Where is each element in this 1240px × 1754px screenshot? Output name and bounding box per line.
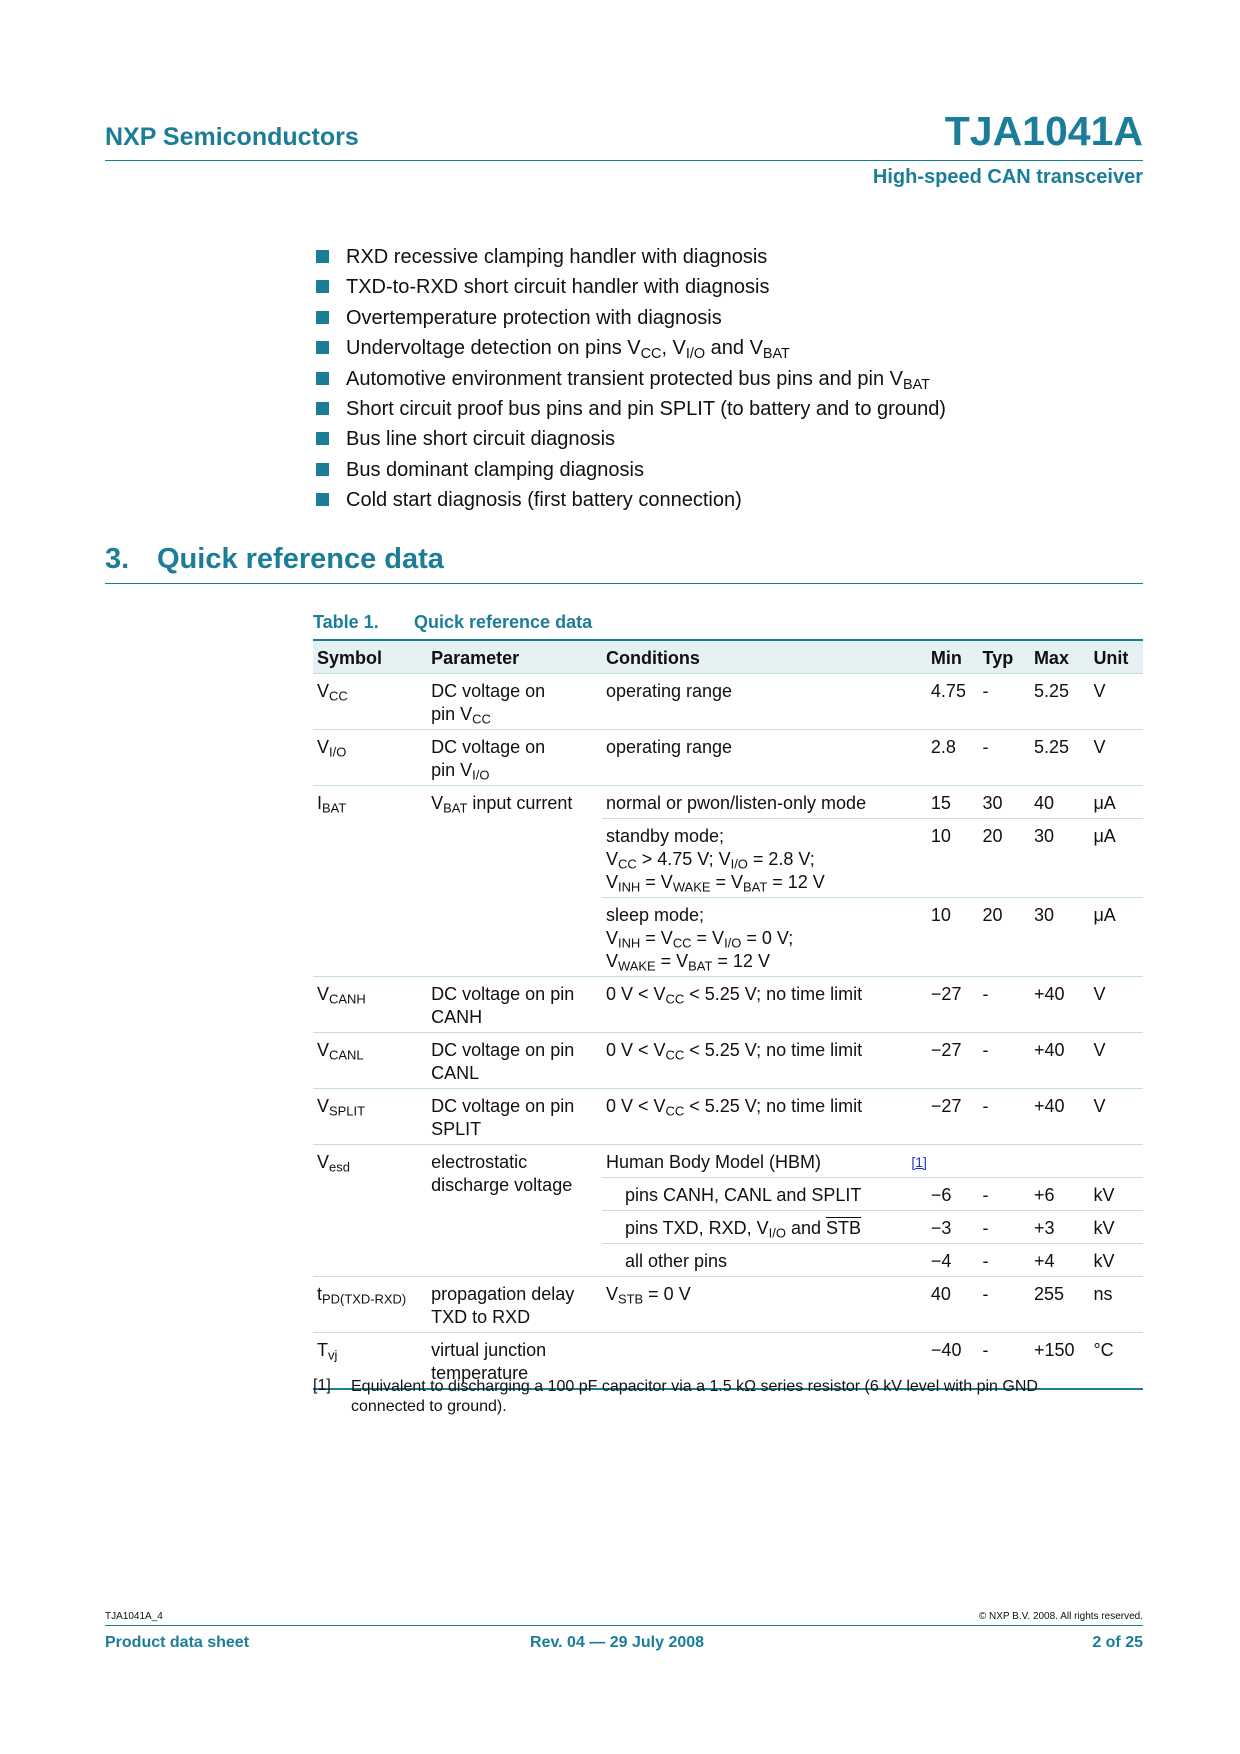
cell-parameter: DC voltage on pin $V_{CC}$ [427, 674, 602, 730]
cell-symbol: $V_{I/O}$ [313, 730, 427, 786]
bullet-square-icon [316, 250, 329, 263]
table-row [313, 977, 1143, 1033]
feature-text: Overtemperature protection with diagnosis [346, 306, 722, 329]
cell-symbol: $T_{vj}$ [313, 1333, 427, 1390]
feature-item [313, 394, 946, 424]
cell-max: 5.25 [1030, 730, 1090, 786]
cell-unit: kV [1089, 1178, 1143, 1211]
cell-conditions: operating range [602, 730, 927, 786]
cell-typ: - [979, 1178, 1030, 1211]
cell-min: −27 [927, 977, 979, 1033]
cell-symbol: $V_{CC}$ [313, 674, 427, 730]
cell-conditions: operating range [602, 674, 927, 730]
cell-symbol: $I_{BAT}$ [313, 786, 427, 977]
cell-typ: - [979, 1211, 1030, 1244]
bullet-square-icon [316, 372, 329, 385]
revision: Rev. 04 — 29 July 2008 [530, 1634, 705, 1651]
cell-conditions: pins CANH, CANL and SPLIT [602, 1178, 927, 1211]
feature-text: Bus dominant clamping diagnosis [346, 458, 644, 481]
cell-min: 2.8 [927, 730, 979, 786]
product-title: TJA1041A [944, 108, 1143, 154]
cell-typ: 20 [979, 898, 1030, 977]
cell-typ: - [979, 977, 1030, 1033]
sheet-type: Product data sheet [105, 1634, 250, 1651]
footnote-text: Equivalent to discharging a 100 pF capacitor via a 1.5 kΩ series resistor (6 kV level with pin GND connected to ground). [351, 1378, 1038, 1415]
cell-min: −3 [927, 1211, 979, 1244]
cell-typ: - [979, 1277, 1030, 1333]
cell-conditions: pins TXD, RXD, $V_{I/O}$ and $\overline{STB}$ [602, 1211, 927, 1244]
header-symbol: Symbol [313, 640, 427, 674]
cell-unit: μA [1089, 898, 1143, 977]
table-label: Table 1. [313, 612, 379, 632]
cell-max: +150 [1030, 1333, 1090, 1390]
cell-conditions: Human Body Model (HBM) [1] [602, 1145, 927, 1178]
feature-text: RXD recessive clamping handler with diagnosis [346, 246, 768, 268]
feature-text: Cold start diagnosis (first battery connection) [346, 489, 742, 512]
feature-item [313, 424, 946, 454]
cell-unit: V [1089, 1033, 1143, 1089]
cell-symbol: $V_{esd}$ [313, 1145, 427, 1277]
table-row [313, 1277, 1143, 1333]
feature-text: Short circuit proof bus pins and pin SPLIT (to battery and to ground) [346, 397, 946, 420]
feature-list [313, 242, 946, 516]
header-max: Max [1030, 640, 1090, 674]
feature-text: Bus line short circuit diagnosis [346, 428, 616, 451]
feature-item [313, 485, 946, 515]
page-number: 2 of 25 [1092, 1634, 1143, 1651]
cell-symbol: $V_{SPLIT}$ [313, 1089, 427, 1145]
document-id: TJA1041A_4 [105, 1611, 163, 1622]
footnote-ref-link[interactable]: [1] [911, 1154, 927, 1170]
section-title: Quick reference data [157, 543, 444, 575]
cell-min: −4 [927, 1244, 979, 1277]
cell-min: 40 [927, 1277, 979, 1333]
cell-max: 255 [1030, 1277, 1090, 1333]
cell-max: 30 [1030, 898, 1090, 977]
cell-parameter: electrostatic discharge voltage [427, 1145, 602, 1277]
bullet-square-icon [316, 280, 329, 293]
cell-typ: - [979, 1089, 1030, 1145]
feature-text: Undervoltage detection on pins $V_{CC}$, $V_{I/O}$ and $V_{BAT}$ [346, 337, 790, 363]
cell-min: −40 [927, 1333, 979, 1390]
cell-symbol: $t_{PD(TXD-RXD)}$ [313, 1277, 427, 1333]
table-row [313, 674, 1143, 730]
cell-min [927, 1145, 979, 1178]
cell-symbol: $V_{CANH}$ [313, 977, 427, 1033]
header-divider [105, 160, 1143, 161]
cell-max: +3 [1030, 1211, 1090, 1244]
cell-min: −27 [927, 1089, 979, 1145]
bullet-square-icon [316, 463, 329, 476]
bullet-square-icon [316, 402, 329, 415]
cell-min: 10 [927, 898, 979, 977]
cell-conditions: 0 $V < V_{CC} < 5.25$ V; no time limit [602, 1089, 927, 1145]
cell-conditions: standby mode; $V_{CC} > 4.75$ V; $V_{I/O} = 2.8$ V; $V_{INH} = V_{WAKE} = V_{BAT} = 12$ V [602, 819, 927, 898]
table-row [313, 730, 1143, 786]
cell-conditions: all other pins [602, 1244, 927, 1277]
table-row [313, 1033, 1143, 1089]
cell-max: +40 [1030, 1089, 1090, 1145]
cell-typ: - [979, 1033, 1030, 1089]
cell-max: 5.25 [1030, 674, 1090, 730]
cell-parameter: DC voltage on pin CANH [427, 977, 602, 1033]
cell-unit: V [1089, 1089, 1143, 1145]
cell-max [1030, 1145, 1090, 1178]
cell-symbol: $V_{CANL}$ [313, 1033, 427, 1089]
copyright: © NXP B.V. 2008. All rights reserved. [978, 1611, 1143, 1622]
header-unit: Unit [1089, 640, 1143, 674]
cell-typ: - [979, 1333, 1030, 1390]
cell-typ: - [979, 674, 1030, 730]
bullet-square-icon [316, 432, 329, 445]
cell-unit: V [1089, 730, 1143, 786]
table-body [313, 674, 1143, 1390]
cell-min: 10 [927, 819, 979, 898]
quick-reference-table [313, 639, 1143, 1390]
table-title: Quick reference data [414, 612, 593, 632]
bullet-square-icon [316, 311, 329, 324]
cell-max: 40 [1030, 786, 1090, 819]
cell-unit: ns [1089, 1277, 1143, 1333]
header-min: Min [927, 640, 979, 674]
cell-typ [979, 1145, 1030, 1178]
bullet-square-icon [316, 493, 329, 506]
cell-unit [1089, 1145, 1143, 1178]
cell-conditions: 0 $V < V_{CC} < 5.25$ V; no time limit [602, 1033, 927, 1089]
header-parameter: Parameter [427, 640, 602, 674]
cell-unit: kV [1089, 1211, 1143, 1244]
cell-parameter: propagation delay TXD to RXD [427, 1277, 602, 1333]
header-typ: Typ [979, 640, 1030, 674]
table-row [313, 786, 1143, 819]
bullet-square-icon [316, 341, 329, 354]
feature-item [313, 303, 946, 333]
cell-unit: μA [1089, 786, 1143, 819]
feature-item [313, 333, 946, 363]
feature-item [313, 364, 946, 394]
cell-typ: - [979, 1244, 1030, 1277]
cell-conditions: $V_{STB} = 0$ V [602, 1277, 927, 1333]
cell-unit: μA [1089, 819, 1143, 898]
cell-parameter: $V_{BAT}$ input current [427, 786, 602, 977]
cell-typ: - [979, 730, 1030, 786]
table-row [313, 1089, 1143, 1145]
cell-max: +40 [1030, 1033, 1090, 1089]
cell-min: −27 [927, 1033, 979, 1089]
cell-unit: kV [1089, 1244, 1143, 1277]
cell-conditions: normal or pwon/listen-only mode [602, 786, 927, 819]
cell-unit: °C [1089, 1333, 1143, 1390]
cell-conditions: 0 $V < V_{CC} < 5.25$ V; no time limit [602, 977, 927, 1033]
cell-conditions: sleep mode; $V_{INH} = V_{CC} = V_{I/O} = 0$ V; $V_{WAKE} = V_{BAT} = 12$ V [602, 898, 927, 977]
cell-max: +4 [1030, 1244, 1090, 1277]
section-number: 3. [105, 543, 130, 575]
cell-max: +6 [1030, 1178, 1090, 1211]
cell-unit: V [1089, 977, 1143, 1033]
cell-parameter: virtual junction temperature [427, 1333, 602, 1390]
feature-item [313, 455, 946, 485]
cell-min: 15 [927, 786, 979, 819]
cell-max: +40 [1030, 977, 1090, 1033]
header-conditions: Conditions [602, 640, 927, 674]
cell-parameter: DC voltage on pin SPLIT [427, 1089, 602, 1145]
cell-unit: V [1089, 674, 1143, 730]
company-name: NXP Semiconductors [105, 123, 359, 151]
footnote-number: [1] [313, 1377, 331, 1394]
cell-min: 4.75 [927, 674, 979, 730]
table-row [313, 1145, 1143, 1178]
cell-max: 30 [1030, 819, 1090, 898]
cell-min: −6 [927, 1178, 979, 1211]
feature-text: Automotive environment transient protected bus pins and pin $V_{BAT}$ [346, 367, 930, 393]
feature-item [313, 242, 946, 272]
feature-item [313, 272, 946, 302]
cell-parameter: DC voltage on pin CANL [427, 1033, 602, 1089]
cell-typ: 30 [979, 786, 1030, 819]
footer-divider [105, 1625, 1143, 1626]
product-subtitle: High-speed CAN transceiver [872, 166, 1143, 188]
section-divider [105, 583, 1143, 584]
feature-text: TXD-to-RXD short circuit handler with diagnosis [346, 276, 770, 299]
cell-typ: 20 [979, 819, 1030, 898]
table-header-row [313, 640, 1143, 674]
cell-parameter: DC voltage on pin $V_{I/O}$ [427, 730, 602, 786]
